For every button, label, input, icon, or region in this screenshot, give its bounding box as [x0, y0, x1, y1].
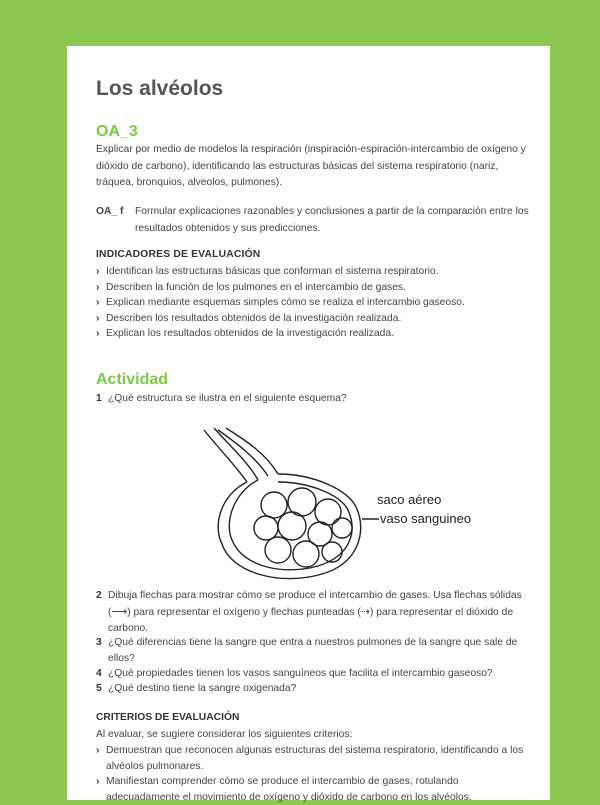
indicators-title: INDICADORES DE EVALUACIÓN	[96, 249, 261, 260]
oa-code: OA_3	[96, 123, 138, 140]
question-number: 5	[96, 683, 102, 694]
criteria-list	[96, 743, 528, 805]
question-number: 1	[96, 393, 102, 404]
alveolus-outline	[204, 428, 379, 579]
indicators-list	[96, 264, 536, 342]
list-item: › Explican los resultados obtenidos de la investigación realizada.	[96, 326, 536, 342]
question-text: ¿Qué diferencias tiene la sangre que entra a nuestros pulmones de la sangre que sale de ellos?	[108, 637, 518, 664]
worksheet-page	[67, 46, 550, 803]
list-item: › Identifican las estructuras básicas que conforman el sistema respiratorio.	[96, 264, 536, 280]
criteria-intro: Al evaluar, se sugiere considerar los siguientes criterios:	[96, 729, 353, 740]
list-item: › Manifiestan comprender cómo se produce el intercambio de gases, rotulando adecuadamente el movimiento de oxígeno y dióxido de carbono en los alvéolos.	[96, 774, 528, 805]
activity-title: Actividad	[96, 371, 169, 388]
question-text: ¿Qué propiedades tienen los vasos sanguíneos que facilita el intercambio gaseoso?	[108, 668, 493, 679]
question-number: 3	[96, 637, 102, 648]
question-number: 2	[96, 590, 102, 601]
question-3	[96, 635, 536, 667]
q2-text-part1: Dibuja flechas para mostrar cómo se produce el intercambio de gases. Usa flechas sólidas (	[108, 590, 522, 618]
dashed-arrow-icon: ⇢	[360, 606, 370, 618]
question-5	[96, 681, 536, 697]
oa-sub-code: OA_ f	[96, 206, 124, 217]
list-item: › Demuestran que reconocen algunas estructuras del sistema respiratorio, identificando a los alvéolos pulmonares.	[96, 743, 528, 774]
page-title: Los alvéolos	[96, 77, 224, 100]
list-item: › Describen la función de los pulmones en el intercambio de gases.	[96, 280, 536, 296]
question-4	[96, 666, 536, 682]
q2-text-part2: ) para representar el oxígeno y flechas punteadas (	[127, 607, 361, 618]
question-text	[96, 588, 536, 637]
question-number: 4	[96, 668, 102, 679]
label-air-sac: saco aéreo	[377, 492, 442, 507]
list-item: › Describen los resultados obtenidos de la investigación realizada.	[96, 311, 536, 327]
question-2	[96, 588, 536, 637]
oa-description: Explicar por medio de modelos la respiración (inspiración-espiración-intercambio de oxígeno y dióxido de carbono), identificando las estructuras básicas del sistema respiratorio (nariz, tráquea, bronquios, alveolos, pulmones).	[96, 144, 526, 188]
alveolus-diagram	[192, 424, 472, 584]
oa-sub-text: Formular explicaciones razonables y conclusiones a partir de la comparación entre los resultados obtenidos y sus predicciones.	[135, 206, 529, 234]
q2-text-part3: ) para representar el dióxido de carbono.	[108, 607, 514, 634]
question-text: ¿Qué destino tiene la sangre oxigenada?	[108, 683, 297, 694]
list-item: › Explican mediante esquemas simples cómo se realiza el intercambio gaseoso.	[96, 295, 536, 311]
question-1	[96, 391, 536, 407]
solid-arrow-icon: ⟶	[111, 606, 128, 618]
question-text: ¿Qué estructura se ilustra en el siguiente esquema?	[108, 393, 347, 404]
label-blood-vessel: vaso sanguineo	[380, 511, 472, 526]
criteria-title: CRITERIOS DE EVALUACIÓN	[96, 712, 240, 723]
